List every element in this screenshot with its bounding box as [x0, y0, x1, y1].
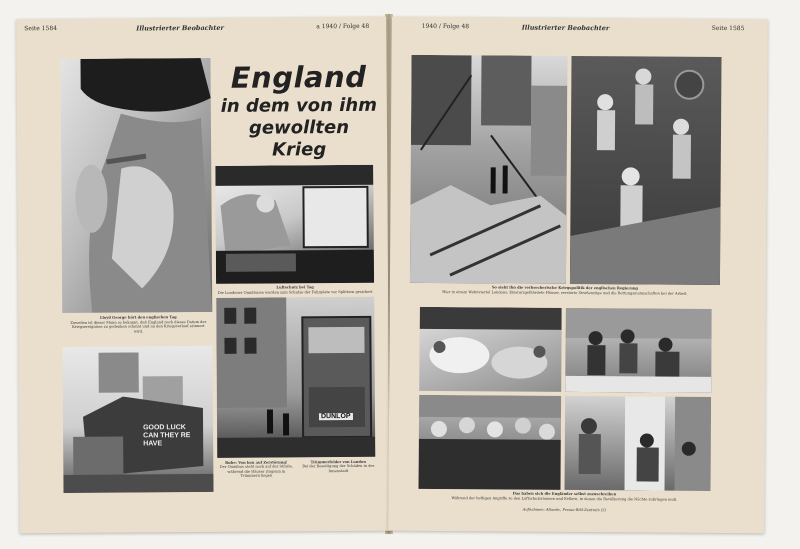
right-page-number: Seite 1585	[711, 24, 745, 33]
left-page	[16, 17, 390, 534]
bus-caption-head: Luftschutz bei Tag	[276, 285, 314, 290]
bus-interior-image	[215, 165, 374, 284]
bombed-building-image	[410, 55, 568, 284]
left-page-number: Seite 1584	[24, 25, 58, 33]
shelter-photo-3-image	[419, 395, 562, 490]
man-ear-photo-image	[60, 58, 212, 313]
ear-caption-head: Lloyd George hört den englischen Tag	[99, 315, 177, 320]
street-bus-photo	[216, 297, 375, 458]
shelter-photo-2	[565, 308, 712, 393]
street-caption-head: Ruhe: Von bau auf Zerstörung!	[225, 460, 288, 465]
rescue-workers-image	[570, 56, 722, 285]
ear-caption-body: Zuweilen ist dieser Mann so bekannt, daß England noch dieses Datum der Kriegsereignisse zu gedenken scheint und an den Kriegsverlauf erinnert wird.	[70, 319, 207, 334]
rubble-caption-body: Bei der Beseitigung der Schäden in der Innenstadt	[302, 464, 375, 473]
man-ear-photo	[60, 58, 212, 313]
street-bus-image	[216, 297, 375, 458]
street-caption-body: Der Omnibus steht noch auf der Straße, während die Häuser ringsum in Trümmern liegen	[219, 464, 293, 478]
left-masthead: Illustrierter Beobachter	[136, 23, 224, 33]
shelter-photo-4	[564, 396, 711, 491]
tank-photo-image	[62, 346, 213, 493]
top-caption-body: Hier in einem Wohnviertel Londons: Einsturzgefährdete Häuser, zerstörte Straßenzüge und die Rettungsmannschaften bei der Arbeit.	[442, 290, 688, 296]
rubble-caption-head: Trümmerfelder von London	[310, 459, 366, 465]
photo-credits: Aufnahmen: Atlantic, Presse-Bild-Zentrale (2)	[522, 507, 606, 513]
top-caption: So sieht ihn die verbrecherische Kriegspolitik der englischen Regierung	[491, 285, 638, 291]
headline-line-2: in dem von ihm	[220, 94, 378, 117]
bombed-building-photo	[410, 55, 568, 284]
bottom-caption: Das haben sich die Engländer selbst zuzuschreiben	[512, 491, 617, 497]
shelter-photo-1-image	[419, 307, 562, 392]
shelter-photo-1	[419, 307, 562, 392]
headline-line-1: England	[230, 59, 367, 95]
bus-interior-photo	[215, 165, 374, 284]
dunlop-sign: DUNLOP	[320, 412, 351, 421]
bottom-caption-body: Während der heftigen Angriffe zu den Luftschutzräumen und Kellern, in denen die Bevölkerung die Nächte zubringen muß.	[451, 496, 678, 502]
tank-graffiti: GOOD LUCK CAN THEY RE HAVE	[143, 424, 191, 448]
right-page	[388, 17, 768, 534]
tank-photo	[62, 346, 213, 493]
shelter-photo-3	[419, 395, 562, 490]
street-caption	[219, 460, 293, 501]
shelter-photo-2-image	[565, 308, 712, 393]
right-issue: 1940 / Folge 48	[421, 22, 470, 31]
rubble-caption	[301, 460, 375, 501]
bus-caption-body: Die Londoner Omnibusse wurden zum Schutze der Fahrgäste vor Splittern gesichert	[217, 289, 373, 295]
left-issue: a 1940 / Folge 48	[316, 22, 370, 31]
right-masthead: Illustrierter Beobachter	[521, 23, 610, 33]
rescue-workers-photo	[570, 56, 722, 285]
shelter-photo-4-image	[564, 396, 711, 491]
headline-line-3: gewollten Krieg	[248, 116, 350, 161]
